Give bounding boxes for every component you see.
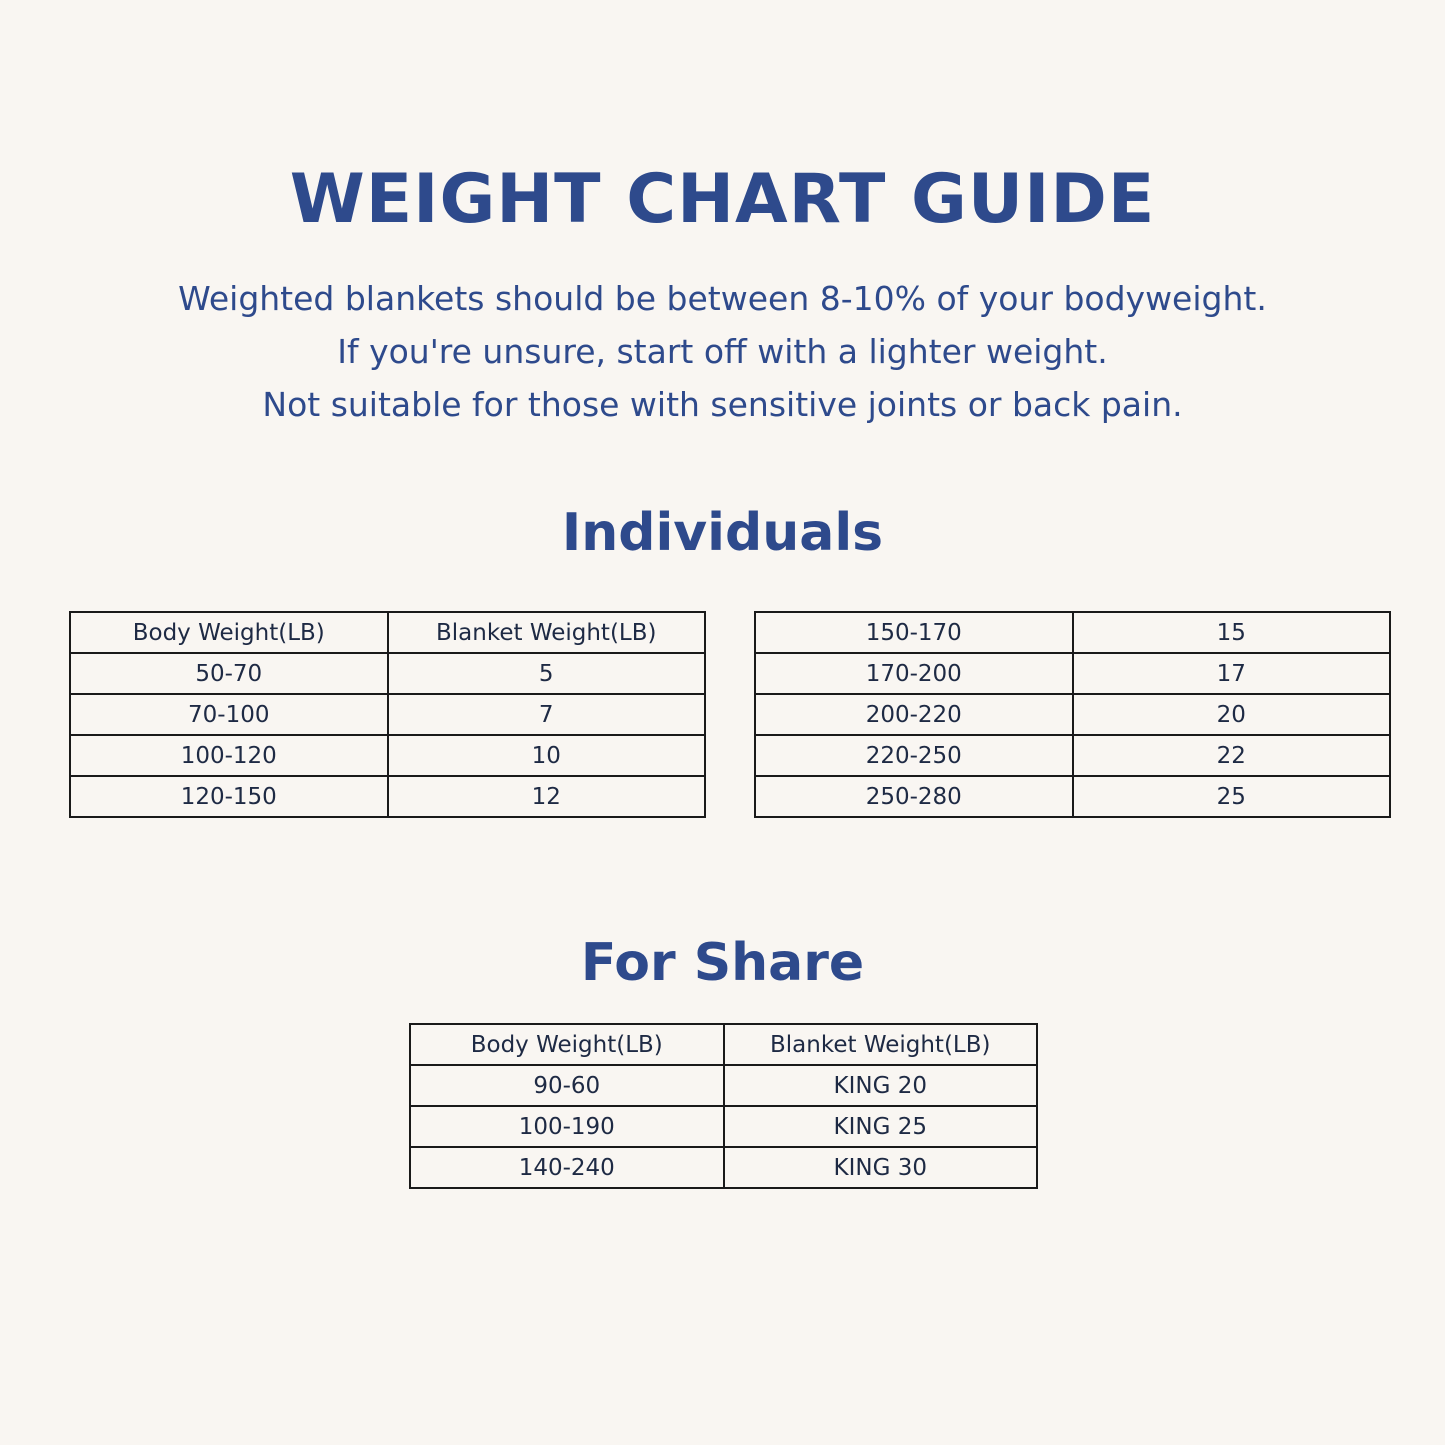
share-table (409, 1023, 1038, 1189)
blanket-weight-cell: 10 (388, 735, 706, 776)
table-row (410, 1106, 1037, 1147)
header-body-weight: Body Weight(LB) (410, 1024, 724, 1065)
individuals-table-left (69, 611, 706, 818)
body-weight-cell: 170-200 (755, 653, 1073, 694)
intro-text (0, 272, 1445, 431)
body-weight-cell: 50-70 (70, 653, 388, 694)
table-row (70, 694, 705, 735)
table-row (755, 735, 1390, 776)
body-weight-cell: 150-170 (755, 612, 1073, 653)
table-header-row (410, 1024, 1037, 1065)
table-header-row (70, 612, 705, 653)
individuals-table-right (754, 611, 1391, 818)
blanket-weight-cell: KING 30 (724, 1147, 1038, 1188)
body-weight-cell: 220-250 (755, 735, 1073, 776)
body-weight-cell: 100-190 (410, 1106, 724, 1147)
header-body-weight: Body Weight(LB) (70, 612, 388, 653)
body-weight-cell: 70-100 (70, 694, 388, 735)
intro-line: Weighted blankets should be between 8-10% of your bodyweight. (178, 279, 1267, 318)
header-blanket-weight: Blanket Weight(LB) (388, 612, 706, 653)
body-weight-cell: 120-150 (70, 776, 388, 817)
body-weight-cell: 90-60 (410, 1065, 724, 1106)
body-weight-cell: 250-280 (755, 776, 1073, 817)
blanket-weight-cell: 5 (388, 653, 706, 694)
page-title: WEIGHT CHART GUIDE (289, 160, 1156, 239)
individuals-heading: Individuals (561, 503, 884, 563)
intro-line: If you're unsure, start off with a lighter weight. (337, 332, 1108, 371)
table-row (755, 776, 1390, 817)
intro-line: Not suitable for those with sensitive joints or back pain. (262, 385, 1183, 424)
table-row (755, 653, 1390, 694)
table-row (70, 653, 705, 694)
blanket-weight-cell: KING 25 (724, 1106, 1038, 1147)
table-row (410, 1065, 1037, 1106)
share-heading: For Share (580, 933, 865, 993)
table-row (410, 1147, 1037, 1188)
table-row (70, 776, 705, 817)
blanket-weight-cell: KING 20 (724, 1065, 1038, 1106)
header-blanket-weight: Blanket Weight(LB) (724, 1024, 1038, 1065)
table-row (755, 694, 1390, 735)
body-weight-cell: 140-240 (410, 1147, 724, 1188)
blanket-weight-cell: 22 (1073, 735, 1391, 776)
blanket-weight-cell: 17 (1073, 653, 1391, 694)
body-weight-cell: 200-220 (755, 694, 1073, 735)
blanket-weight-cell: 25 (1073, 776, 1391, 817)
blanket-weight-cell: 20 (1073, 694, 1391, 735)
body-weight-cell: 100-120 (70, 735, 388, 776)
blanket-weight-cell: 7 (388, 694, 706, 735)
blanket-weight-cell: 15 (1073, 612, 1391, 653)
table-row (70, 735, 705, 776)
table-row (755, 612, 1390, 653)
blanket-weight-cell: 12 (388, 776, 706, 817)
